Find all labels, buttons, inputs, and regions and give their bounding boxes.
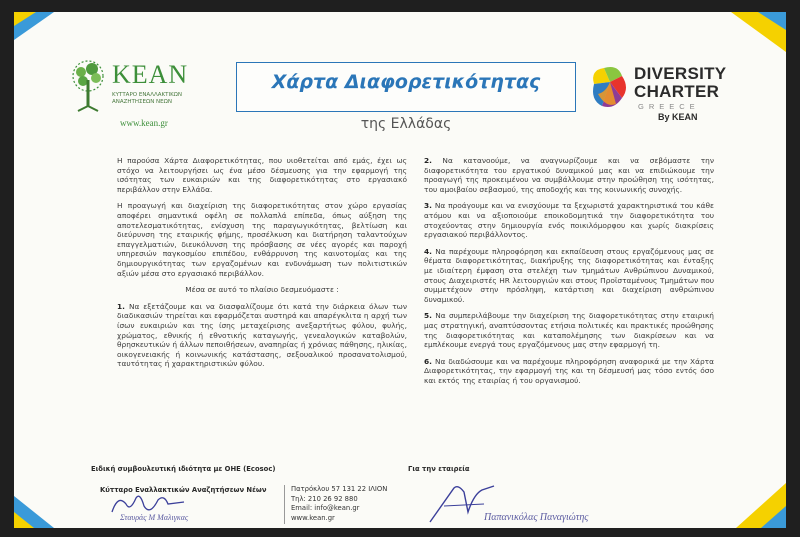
certificate-page	[14, 12, 786, 528]
ecosoc-label: Ειδική συμβουλευτική ιδιότητα με ΟΗΕ (Ecosoc)	[91, 465, 276, 473]
kean-name: ΚΕΑΝ	[112, 60, 189, 89]
item-text: Να διαδώσουμε και να παρέχουμε πληροφόρηση αναφορικά με την Χάρτα Διαφορετικότητας, την εφαρμογή της και τη δέσμευσή μας τόσο εντός όσο και εκτός της εταιρίας ή του οργανισμού.	[424, 356, 714, 385]
benefits-paragraph: Η προαγωγή και διαχείριση της διαφορετικότητας στον χώρο εργασίας αποφέρει σημαντικά οφέλη σε πολλαπλά επίπεδα, όπως αύξηση της αποτελεσματικότητας, ενίσχυση της παραγωγικότητας, βελτίωση και διεύρυνση της εταιρικής φήμης, προσέλκυση και διατήρηση ταλαντούχων επαγγελματιών, διευκόλυνση της πρόσβασης σε νέες αγορές και παροχή υπηρεσιών παγκοσμίου επιπέδου, ενθάρρυνση της καινοτομίας και της δημιουργικότητας των εργαζομένων και ενδυνάμωση των πολιτιστικών αξιών μέσα στο εργασιακό περιβάλλον.	[117, 201, 407, 278]
item-text: Να κατανοούμε, να αναγνωρίζουμε και να σεβόμαστε την διαφορετικότητα του εργατικού δυναμικού μας και να επιδιώκουμε την προαγωγή της προκειμένου να συμβάλλουμε στην προώθηση της ισότητας, του αμοιβαίου σεβασμού, της αποδοχής και της κοινωνικής συνοχής.	[424, 156, 714, 194]
diversity-swirl-icon	[588, 64, 630, 122]
commitment-item-6	[424, 357, 714, 386]
item-number: 3.	[424, 201, 432, 211]
page-title: Χάρτα Διαφορετικότητας	[271, 71, 541, 93]
commitment-item-5	[424, 311, 714, 349]
item-number: 4.	[424, 246, 432, 256]
diversity-charter-line3: GREECE	[638, 102, 700, 111]
contact-website: www.kean.gr	[291, 514, 335, 523]
corner-decoration-top-left	[14, 12, 84, 52]
item-text: Να προάγουμε και να ενισχύουμε τα ξεχωριστά χαρακτηριστικά του κάθε ατόμου και να αξιοποιούμε εποικοδομητικά την διαφορετικότητα του στοχεύοντας στην δημιουργία ενός ποικιλόμορφου και χωρίς διακρίσεις εργασιακού περιβάλλοντος.	[424, 201, 714, 240]
item-text: Να συμπεριλάβουμε την διαχείριση της διαφορετικότητας στην εταιρική μας στρατηγική, αναπτύσσοντας ετήσια πολιτικές και πρακτικές προώθησης της διαφορετικότητας και καταπολέμησης των διακρίσεων και να εμπλέκουμε ενεργά τους εργαζόμενους μας στην εφαρμογή τη.	[424, 311, 714, 350]
kean-full-name-label: Κύτταρο Εναλλακτικών Αναζητήσεων Νέων	[100, 486, 267, 494]
item-number: 1.	[117, 301, 125, 311]
right-signature-name: Παπανικόλας Παναγιώτης	[484, 512, 589, 523]
item-number: 2.	[424, 156, 432, 165]
right-column	[424, 156, 714, 392]
tree-icon	[68, 60, 108, 112]
commitment-item-3	[424, 201, 714, 239]
contact-phone: Τηλ: 210 26 92 880	[291, 494, 358, 503]
contact-address: Πατρόκλου 57 131 22 ΙΛΙΟΝ	[291, 485, 388, 493]
corner-decoration-bottom-left	[14, 488, 74, 528]
kean-logo	[68, 60, 198, 134]
title-box	[236, 62, 576, 112]
item-number: 6.	[424, 356, 432, 366]
commitment-item-4	[424, 247, 714, 305]
commitment-item-1	[117, 302, 407, 369]
kean-website: www.kean.gr	[120, 118, 168, 128]
item-text: Να εξετάζουμε και να διασφαλίζουμε ότι κατά την διάρκεια όλων των διαδικασιών τηρείται και εφαρμόζεται αυστηρά και απαρέγκλιτα η αρχή των ίσων ευκαιριών και της ίσης μεταχείρισης ανεξαρτήτως φύλου, φυλής, χρώματος, εθνικής ή εθνοτικής καταγωγής, γενεαλογικών καταβολών, θρησκευτικών ή άλλων πεποιθήσεων, αναπηρίας ή χρόνιας πάθησης, ηλικίας, οικογενειακής ή κοινωνικής κατάστασης, σεξουαλικού προσανατολισμού, ταυτότητας ή χαρακτηριστικών φύλου.	[117, 301, 407, 369]
intro-paragraph: Η παρούσα Χάρτα Διαφορετικότητας, που υιοθετείται από εμάς, έχει ως στόχο να λειτουργήσει ως ένα μέσο δέσμευσης για την εφαρμογή της ισότητας των ευκαιριών και της διαφορετικότητας στο εργασιακό περιβάλλον στην Ελλάδα.	[117, 156, 407, 194]
commitment-item-2	[424, 156, 714, 194]
diversity-charter-line1: DIVERSITY	[634, 64, 727, 83]
corner-decoration-bottom-right	[716, 478, 786, 528]
commitment-heading: Μέσα σε αυτό το πλαίσιο δεσμευόμαστε :	[185, 285, 339, 295]
contact-block	[284, 485, 387, 524]
left-signature-name: Σταυράς Μ Μαλιγκας	[120, 513, 189, 522]
corner-decoration-top-right	[706, 12, 786, 62]
item-text: Να παρέχουμε πληροφόρηση και εκπαίδευση στους εργαζόμενους μας σε θέματα διαφορετικότητας, διακήρυξης της διαφορετικότητας και ένταξης με ιδιαίτερη έμφαση στα στελέχη των τμημάτων Ανθρώπινου Δυναμικού, στους Διαχειριστές HR λειτουργιών και στους Προϊσταμένους Τμημάτων που συμμετέχουν στην πρόσληψη, κατάρτιση και διαχείριση ανθρώπινου δυναμικού.	[424, 246, 714, 304]
left-column	[117, 156, 407, 376]
diversity-charter-line2: CHARTER	[634, 82, 720, 101]
diversity-charter-logo	[588, 60, 748, 140]
kean-subtitle: ΚΥΤΤΑΡΟ ΕΝΑΛΛΑΚΤΙΚΩΝ ΑΝΑΖΗΤΗΣΕΩΝ ΝΕΩΝ	[112, 92, 182, 105]
item-number: 5.	[424, 311, 432, 321]
contact-email: Email: info@kean.gr	[291, 504, 360, 513]
page-subtitle: της Ελλάδας	[360, 116, 452, 132]
diversity-charter-line4: By KEAN	[658, 112, 698, 122]
company-label: Για την εταιρεία	[408, 465, 470, 473]
